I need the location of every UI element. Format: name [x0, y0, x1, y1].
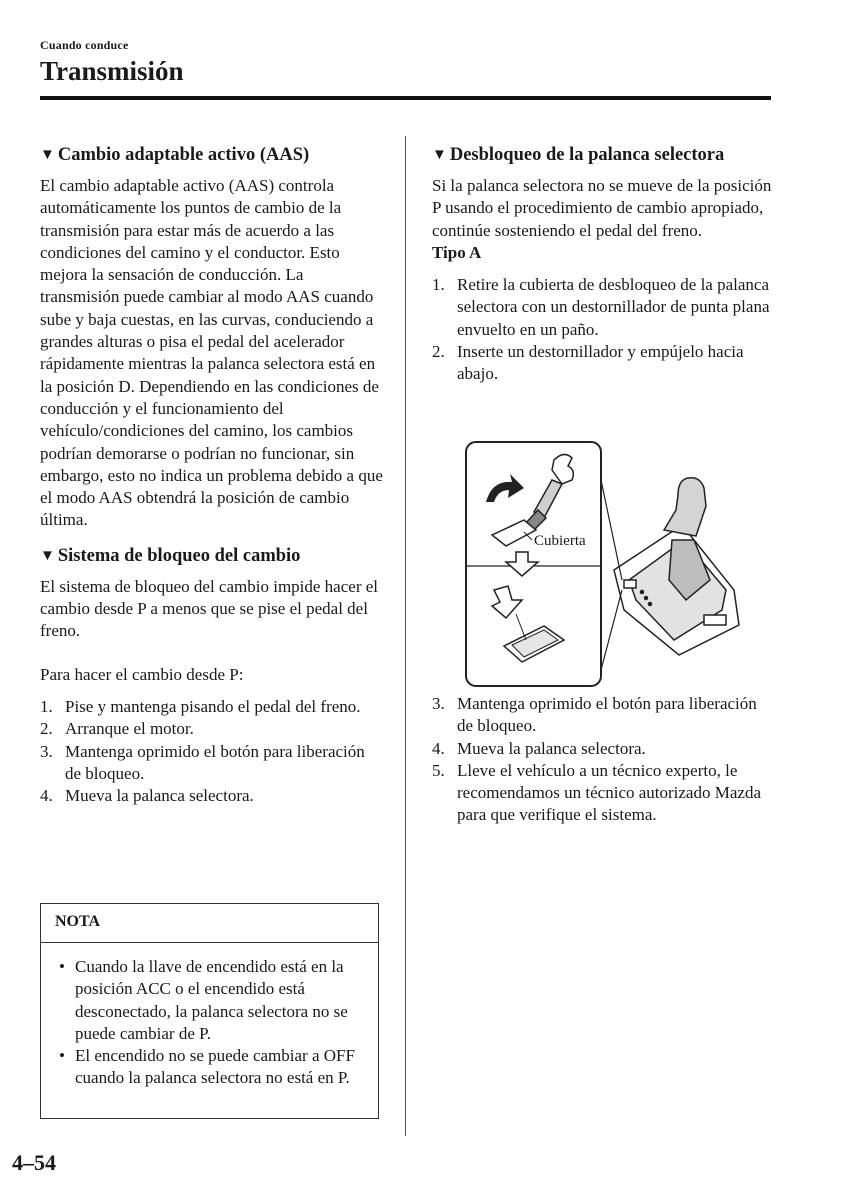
- section-heading-unlock: [432, 143, 777, 167]
- right-column-continued: [432, 693, 777, 827]
- step-number: 3.: [40, 741, 53, 761]
- note-body: [41, 943, 378, 1090]
- list-item: [432, 341, 777, 386]
- shift-lock-paragraph: El sistema de bloqueo del cambio impide hacer el cambio desde P a menos que se pise el pedal del freno.: [40, 576, 378, 641]
- unlock-steps-a: [432, 274, 777, 385]
- section-heading-shift-lock: [40, 544, 385, 568]
- step-text: Retire la cubierta de desbloqueo de la palanca selectora con un destornillador de punta plana envuelto en un paño.: [457, 275, 770, 339]
- note-box: [40, 903, 379, 1119]
- triangle-down-icon: ▼: [432, 147, 447, 163]
- list-item: [59, 956, 368, 1045]
- step-number: 1.: [432, 275, 445, 295]
- chapter-title: Transmisión: [40, 56, 184, 86]
- figure-label-cubierta: Cubierta: [534, 533, 586, 549]
- step-text: Arranque el motor.: [65, 719, 194, 739]
- list-item: [432, 760, 777, 827]
- note-heading: NOTA: [41, 904, 378, 943]
- selector-lever-illustration: [464, 440, 754, 690]
- column-divider: [405, 136, 406, 1136]
- list-item: [59, 1045, 368, 1090]
- step-text: Mueva la palanca selectora.: [457, 738, 646, 758]
- section-heading-shift-lock-text: Sistema de bloqueo del cambio: [57, 545, 301, 566]
- triangle-down-icon: ▼: [40, 547, 55, 564]
- note-text: Cuando la llave de encendido está en la posición ACC o el encendido está desconectado, la palanca selectora no se puede cambiar de P.: [75, 957, 348, 1043]
- bullet-icon: •: [59, 1046, 65, 1066]
- list-item: [432, 274, 777, 341]
- running-head: Cuando conduce: [40, 38, 129, 52]
- step-number: 2.: [432, 342, 445, 362]
- step-text: Pise y mantenga pisando el pedal del freno.: [65, 696, 361, 716]
- note-text: El encendido no se puede cambiar a OFF cuando la palanca selectora no está en P.: [75, 1046, 355, 1088]
- step-text: Mantenga oprimido el botón para liberación de bloqueo.: [65, 741, 365, 783]
- aas-paragraph: El cambio adaptable activo (AAS) controla automáticamente los puntos de cambio de la transmisión para estar más de acuerdo a las condiciones del camino y el conductor. Esto mejora la sensación de conducción. La transmisión puede cambiar al modo AAS cuando sube y baja cuestas, en las curvas, conduciendo a grandes alturas o pisa el pedal del acelerador rápidamente mientras la palanca selectora está en la posición D. Dependiendo en las condiciones de conducción y el funcionamiento del vehículo/condiciones del camino, los cambios podrían demorarse o podrían no funcionar, sin embargo, esto no indica un problema debido a que el modo AAS obtendrá la posición de cambio última.: [40, 176, 383, 530]
- step-text: Mueva la palanca selectora.: [65, 786, 254, 806]
- page-number: 4–54: [12, 1150, 56, 1175]
- step-text: Mantenga oprimido el botón para liberación de bloqueo.: [457, 694, 757, 736]
- right-column: [432, 143, 777, 386]
- step-number: 4.: [40, 786, 53, 806]
- step-number: 2.: [40, 719, 53, 739]
- list-item: [40, 741, 385, 786]
- header-rule: [40, 96, 771, 100]
- list-item: [40, 785, 385, 807]
- list-item: [40, 696, 385, 718]
- list-item: [432, 693, 777, 738]
- step-number: 1.: [40, 696, 53, 716]
- triangle-down-icon: ▼: [40, 147, 55, 163]
- list-item: [40, 718, 385, 740]
- step-number: 4.: [432, 738, 445, 758]
- step-text: Lleve el vehículo a un técnico experto, le recomendamos un técnico autorizado Mazda para que verifique el sistema.: [457, 760, 761, 825]
- step-text: Inserte un destornillador y empújelo hacia abajo.: [457, 342, 744, 384]
- bullet-icon: •: [59, 957, 65, 976]
- console-illustration: [614, 478, 739, 655]
- shift-lock-intro: Para hacer el cambio desde P:: [40, 664, 244, 684]
- list-item: [432, 738, 777, 760]
- step-number: 5.: [432, 760, 445, 780]
- shift-lock-steps: [40, 696, 385, 807]
- unlock-steps-b: [432, 693, 777, 827]
- section-heading-aas: [40, 143, 385, 167]
- unlock-paragraph: Si la palanca selectora no se mueve de la posición P usando el procedimiento de cambio apropiado, continúe sosteniendo el pedal del freno.: [432, 176, 772, 240]
- left-column: [40, 143, 385, 807]
- section-heading-aas-text: Cambio adaptable activo (AAS): [57, 145, 310, 165]
- section-heading-unlock-text: Desbloqueo de la palanca selectora: [449, 145, 725, 165]
- type-a-subhead: Tipo A: [432, 242, 482, 262]
- step-number: 3.: [432, 694, 445, 713]
